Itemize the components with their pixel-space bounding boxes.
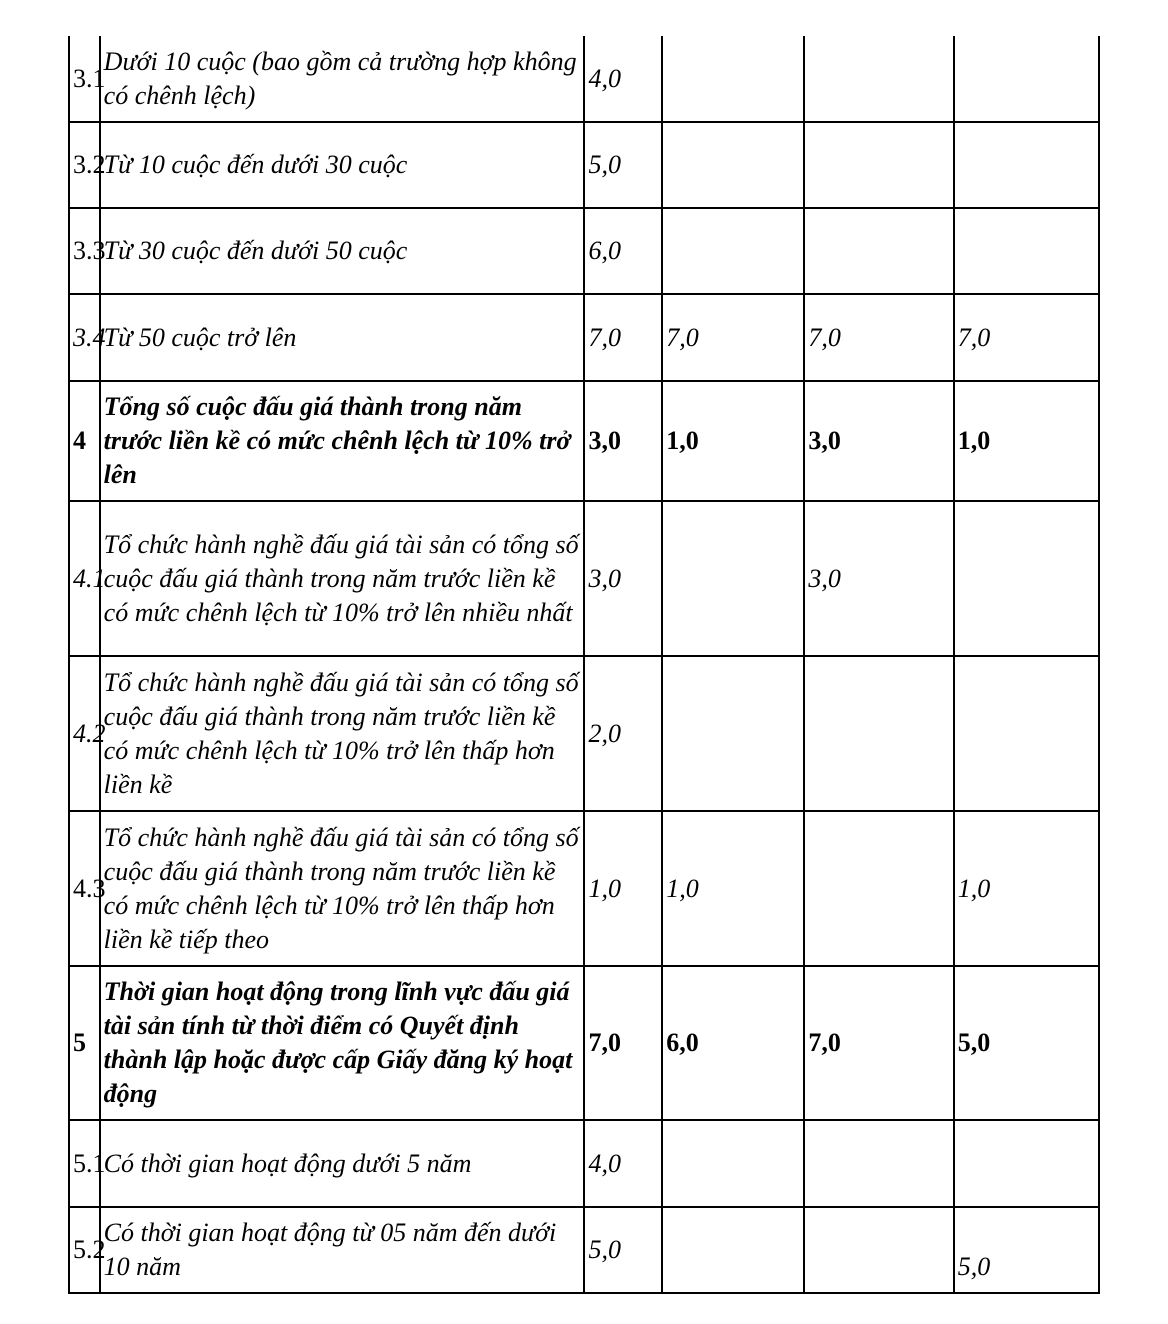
table-row (69, 811, 1099, 966)
row-number: 4.3 (69, 811, 100, 966)
value-cell-2 (662, 1207, 804, 1293)
value-cell-3 (804, 1207, 953, 1293)
row-description: Thời gian hoạt động trong lĩnh vực đấu giá tài sản tính từ thời điểm có Quyết định thành lập hoặc được cấp Giấy đăng ký hoạt động (100, 966, 585, 1120)
value-cell-1: 6,0 (584, 208, 662, 294)
table-row (69, 36, 1099, 122)
value-cell-1: 5,0 (584, 1207, 662, 1293)
value-cell-4: 7,0 (954, 294, 1099, 381)
value-cell-3 (804, 1120, 953, 1207)
row-number: 3.1 (69, 36, 100, 122)
table-body (69, 36, 1099, 1293)
value-cell-1: 1,0 (584, 811, 662, 966)
row-description: Có thời gian hoạt động từ 05 năm đến dưới 10 năm (100, 1207, 585, 1293)
row-description: Từ 10 cuộc đến dưới 30 cuộc (100, 122, 585, 208)
value-cell-4: 5,0 (954, 1207, 1099, 1293)
value-cell-2: 1,0 (662, 381, 804, 501)
row-number: 3.4 (69, 294, 100, 381)
value-cell-2 (662, 122, 804, 208)
value-cell-3: 7,0 (804, 294, 953, 381)
row-description: Tổ chức hành nghề đấu giá tài sản có tổng số cuộc đấu giá thành trong năm trước liền kề có mức chênh lệch từ 10% trở lên thấp hơn liền kề (100, 656, 585, 811)
row-number: 3.2 (69, 122, 100, 208)
value-cell-1: 5,0 (584, 122, 662, 208)
row-description: Tổ chức hành nghề đấu giá tài sản có tổng số cuộc đấu giá thành trong năm trước liền kề có mức chênh lệch từ 10% trở lên nhiều nhất (100, 501, 585, 656)
value-cell-4: 1,0 (954, 381, 1099, 501)
row-number: 4.1 (69, 501, 100, 656)
table-row (69, 1207, 1099, 1293)
value-cell-4 (954, 36, 1099, 122)
value-cell-1: 4,0 (584, 1120, 662, 1207)
value-cell-4: 1,0 (954, 811, 1099, 966)
row-description: Từ 30 cuộc đến dưới 50 cuộc (100, 208, 585, 294)
table-row (69, 381, 1099, 501)
row-number: 4 (69, 381, 100, 501)
value-cell-2 (662, 36, 804, 122)
row-description: Từ 50 cuộc trở lên (100, 294, 585, 381)
table-row (69, 501, 1099, 656)
value-cell-3 (804, 122, 953, 208)
value-cell-3 (804, 811, 953, 966)
value-cell-3 (804, 208, 953, 294)
table-row (69, 656, 1099, 811)
value-cell-4 (954, 656, 1099, 811)
row-description: Có thời gian hoạt động dưới 5 năm (100, 1120, 585, 1207)
value-cell-2: 1,0 (662, 811, 804, 966)
value-cell-4 (954, 501, 1099, 656)
value-cell-3 (804, 656, 953, 811)
value-cell-1: 3,0 (584, 501, 662, 656)
row-number: 3.3 (69, 208, 100, 294)
value-cell-4 (954, 1120, 1099, 1207)
value-cell-2: 7,0 (662, 294, 804, 381)
value-cell-2: 6,0 (662, 966, 804, 1120)
value-cell-1: 2,0 (584, 656, 662, 811)
value-cell-2 (662, 1120, 804, 1207)
row-number: 5 (69, 966, 100, 1120)
table-row (69, 208, 1099, 294)
table-row (69, 122, 1099, 208)
table-row (69, 966, 1099, 1120)
value-cell-3: 7,0 (804, 966, 953, 1120)
scoring-table (68, 36, 1100, 1294)
value-cell-4 (954, 208, 1099, 294)
value-cell-1: 4,0 (584, 36, 662, 122)
table-row (69, 1120, 1099, 1207)
row-description: Tổng số cuộc đấu giá thành trong năm trước liền kề có mức chênh lệch từ 10% trở lên (100, 381, 585, 501)
value-cell-2 (662, 501, 804, 656)
row-description: Dưới 10 cuộc (bao gồm cả trường hợp không có chênh lệch) (100, 36, 585, 122)
row-number: 4.2 (69, 656, 100, 811)
row-number: 5.2 (69, 1207, 100, 1293)
value-cell-4: 5,0 (954, 966, 1099, 1120)
value-cell-1: 7,0 (584, 294, 662, 381)
value-cell-1: 3,0 (584, 381, 662, 501)
value-cell-3 (804, 36, 953, 122)
value-cell-1: 7,0 (584, 966, 662, 1120)
row-description: Tổ chức hành nghề đấu giá tài sản có tổng số cuộc đấu giá thành trong năm trước liền kề có mức chênh lệch từ 10% trở lên thấp hơn liền kề tiếp theo (100, 811, 585, 966)
value-cell-2 (662, 656, 804, 811)
value-cell-3: 3,0 (804, 381, 953, 501)
value-cell-4 (954, 122, 1099, 208)
value-cell-2 (662, 208, 804, 294)
row-number: 5.1 (69, 1120, 100, 1207)
value-cell-3: 3,0 (804, 501, 953, 656)
table-row (69, 294, 1099, 381)
